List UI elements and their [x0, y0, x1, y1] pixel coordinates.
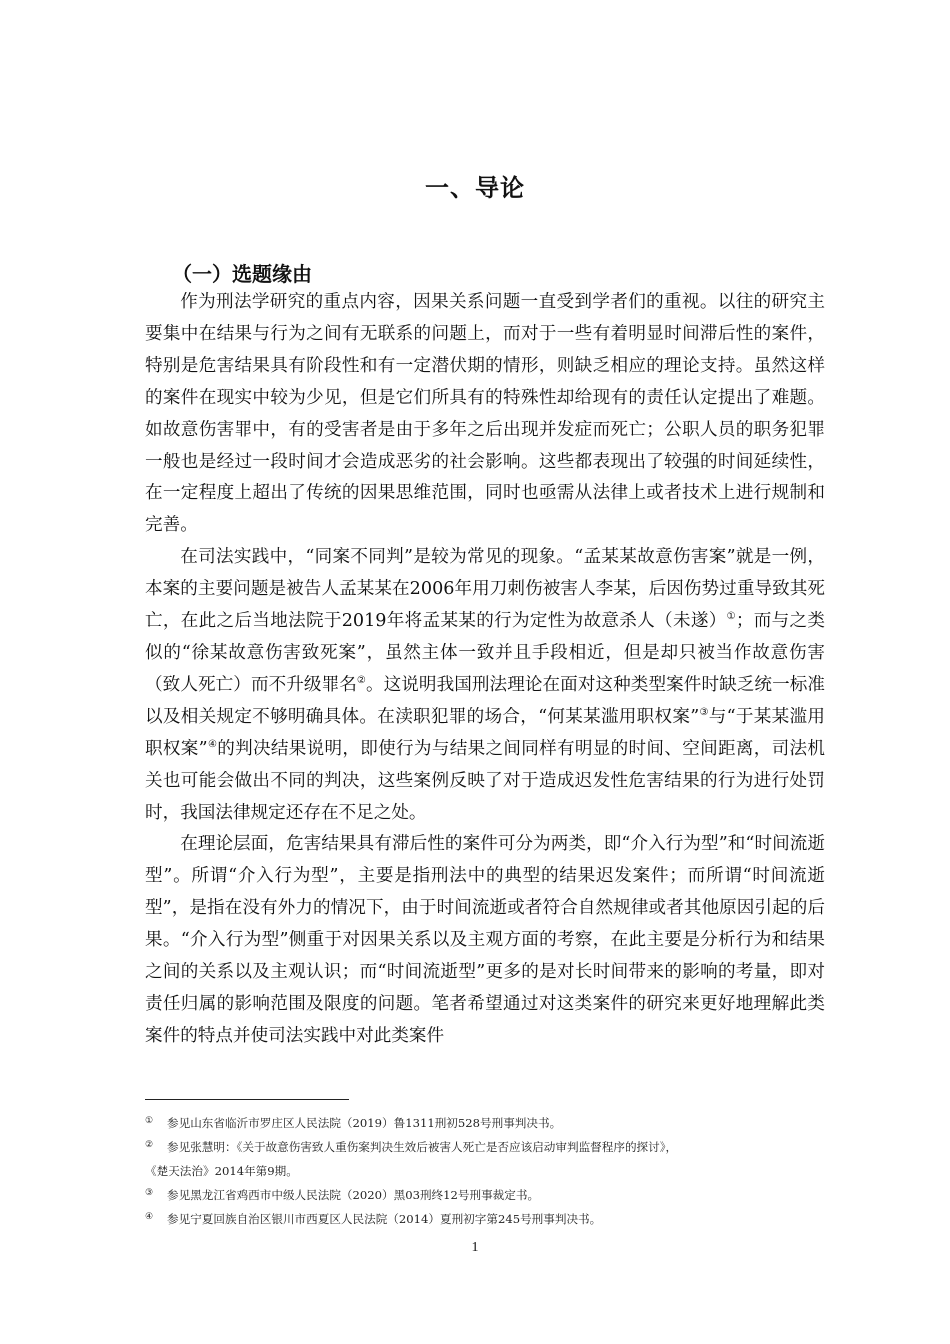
footnote-text: 参见宁夏回族自治区银川市西夏区人民法院（2014）夏刑初字第245号刑事判决书。	[167, 1212, 602, 1226]
footnote-text: 参见黑龙江省鸡西市中级人民法院（2020）黑03刑终12号刑事裁定书。	[167, 1188, 540, 1202]
footnote-1	[145, 1111, 835, 1135]
paragraph-3: 在理论层面，危害结果具有滞后性的案件可分为两类，即“介入行为型”和“时间流逝型”。所谓“介入行为型”，主要是指刑法中的典型的结果迟发案件；而所谓“时间流逝型”，是指在没有外力的情况下，由于时间流逝或者符合自然规律或者其他原因引起的后果。“介入行为型”侧重于对因果关系以及主观方面的考察，在此主要是分析行为和结果之间的关系以及主观认识；而“时间流逝型”更多的是对长时间带来的影响的考量，即对责任归属的影响范围及限度的问题。笔者希望通过对这类案件的研究来更好地理解此类案件的特点并使司法实践中对此类案件	[145, 834, 825, 1046]
footnote-text-continued: 《楚天法治》2014年第9期。	[145, 1164, 298, 1178]
paragraph-2-text: 的判决结果说明，即使行为与结果之间同样有明显的时间、空间距离，司法机关也可能会做出不同的判决，这些案例反映了对于造成迟发性危害结果的行为进行处罚时，我国法律规定还存在不足之处。	[145, 738, 825, 823]
footnote-mark: ③	[145, 1188, 154, 1198]
section-title: （一）选题缘由	[172, 262, 312, 286]
chapter-title: 一、导论	[425, 174, 525, 202]
footnote-ref-1[interactable]: ①	[726, 611, 736, 623]
footnote-4	[145, 1207, 835, 1231]
page-number: 1	[471, 1240, 479, 1255]
footnote-mark: ①	[145, 1116, 154, 1126]
footnote-ref-2[interactable]: ②	[356, 675, 366, 687]
paragraph-2-text: ；而与之类似的“徐某故意伤害致死案”，虽然主体一致并且手段相近，但是却只被当作故意伤害（致人死亡）而不升级罪名	[145, 611, 825, 695]
paragraph-2-text: 与“于某某滥用职权案”	[145, 706, 825, 759]
body-text	[145, 287, 825, 1053]
paragraph-1: 作为刑法学研究的重点内容，因果关系问题一直受到学者们的重视。以往的研究主要集中在结果与行为之间有无联系的问题上，而对于一些有着明显时间滞后性的案件，特别是危害结果具有阶段性和有一定潜伏期的情形，则缺乏相应的理论支持。虽然这样的案件在现实中较为少见，但是它们所具有的特殊性却给现有的责任认定提出了难题。如故意伤害罪中，有的受害者是由于多年之后出现并发症而死亡；公职人员的职务犯罪一般也是经过一段时间才会造成恶劣的社会影响。这些都表现出了较强的时间延续性，在一定程度上超出了传统的因果思维范围，同时也亟需从法律上或者技术上进行规制和完善。	[145, 292, 825, 536]
paragraph-2-text: 在司法实践中，“同案不同判”是较为常见的现象。“孟某某故意伤害案”就是一例，本案的主要问题是被告人孟某某在2006年用刀刺伤被害人李某，后因伤势过重导致其死亡，在此之后当地法院于2019年将孟某某的行为定性为故意杀人（未遂）	[145, 547, 825, 632]
footnote-ref-4[interactable]: ④	[207, 738, 218, 750]
footnote-2	[145, 1135, 835, 1183]
footnote-mark: ②	[145, 1140, 154, 1150]
footnote-mark: ④	[145, 1212, 154, 1222]
footnotes	[145, 1111, 835, 1231]
footnote-text: 参见山东省临沂市罗庄区人民法院（2019）鲁1311刑初528号刑事判决书。	[167, 1116, 562, 1130]
footnote-divider	[145, 1099, 349, 1100]
footnote-ref-3[interactable]: ③	[699, 706, 709, 718]
footnote-text: 参见张慧明：《关于故意伤害致人重伤案判决生效后被害人死亡是否应该启动审判监督程序的探讨》，	[167, 1140, 678, 1154]
paragraph-2-text: 。这说明我国刑法理论在面对这种类型案件时缺乏统一标准以及相关规定不够明确具体。在渎职犯罪的场合，“何某某滥用职权案”	[145, 674, 825, 727]
footnote-3	[145, 1183, 835, 1207]
paragraph-2	[145, 542, 825, 829]
